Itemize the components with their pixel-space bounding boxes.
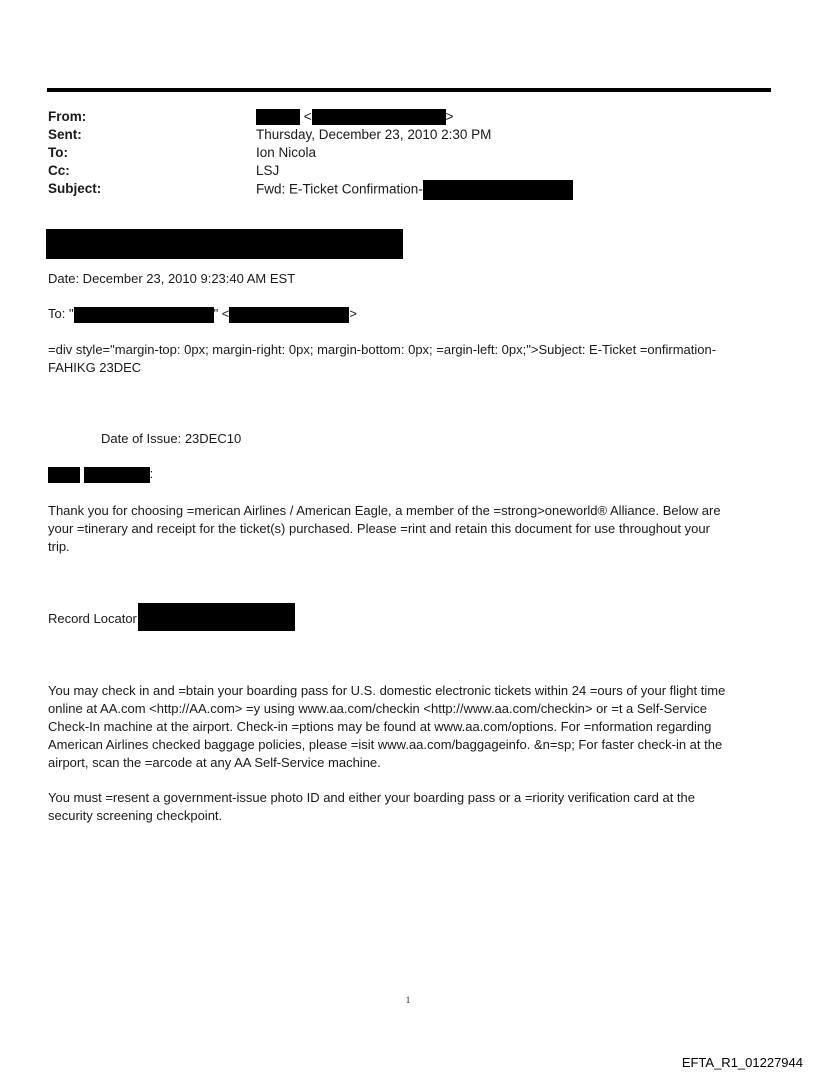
thank-you-paragraph [48,502,760,556]
sent-label: Sent: [48,127,82,142]
text-line: online at AA.com <http://AA.com> =y using www.aa.com/checkin <http://www.aa.com/checkin> or =t a Self-Service [48,701,707,716]
to-line [48,305,753,323]
bates-number: EFTA_R1_01227944 [681,1055,803,1070]
subject-text: Fwd: E-Ticket Confirmation- [256,181,423,197]
text-line: American Airlines checked baggage policies, please =isit www.aa.com/baggageinfo. &n=sp; For faster check-in at the [48,737,723,752]
to-label: To: [48,145,68,160]
text-line: airport, scan the =arcode at any AA Self-Service machine. [48,755,381,770]
text-line: =div style="margin-top: 0px; margin-right: 0px; margin-bottom: 0px; =argin-left: 0px;">Subject: E-Ticket =onfirmation- [48,342,717,357]
text-line: Thank you for choosing =merican Airlines / American Eagle, a member of the =strong>oneworld® Alliance. Below are [48,503,721,518]
redaction-block [74,307,214,323]
redaction-block [48,467,80,483]
text-line: your =tinerary and receipt for the ticket(s) purchased. Please =rint and retain this document for use throughout your [48,521,710,536]
text-line: FAHIKG 23DEC [48,360,142,375]
to-value: Ion Nicola [256,145,317,160]
text-line: Check-In machine at the airport. Check-in =ptions may be found at www.aa.com/options. For =nformation regarding [48,719,712,734]
record-locator-label: Record Locator [48,611,137,626]
to-line-middle: " < [213,306,230,321]
greeting-line [48,465,753,483]
text-line: You may check in and =btain your boarding pass for U.S. domestic electronic tickets within 24 =ours of your flight time [48,683,726,698]
from-row [48,108,748,126]
from-label: From: [48,109,87,124]
date-line: Date: December 23, 2010 9:23:40 AM EST [48,271,296,286]
checkin-paragraph [48,682,760,772]
subject-row [48,180,748,198]
redaction-block [229,307,349,323]
cc-value: LSJ [256,163,280,178]
redaction-block [138,603,295,631]
subject-value [256,180,573,200]
redaction-block [84,467,150,483]
from-value [256,108,454,126]
sent-value: Thursday, December 23, 2010 2:30 PM [256,127,492,142]
redaction-block [312,109,446,125]
redaction-block [256,109,300,125]
to-row [48,144,748,162]
date-of-issue: Date of Issue: 23DEC10 [101,431,242,446]
id-paragraph [48,789,760,825]
cc-row [48,162,748,180]
header-divider [47,88,771,92]
greeting-colon: : [149,466,154,481]
text-line: You must =resent a government-issue photo ID and either your boarding pass or a =riority verification card at the [48,790,695,805]
page-number: 1 [405,995,411,1005]
cc-label: Cc: [48,163,70,178]
to-line-prefix: To: " [48,306,74,321]
subject-label: Subject: [48,181,102,196]
from-open-bracket: < [303,109,312,124]
text-line: security screening checkpoint. [48,808,223,823]
from-close-bracket: > [445,109,454,124]
sent-row [48,126,748,144]
text-line: trip. [48,539,70,554]
div-style-paragraph [48,341,760,377]
redaction-block [46,229,403,259]
redaction-block [423,180,573,200]
to-line-suffix: > [349,306,357,321]
